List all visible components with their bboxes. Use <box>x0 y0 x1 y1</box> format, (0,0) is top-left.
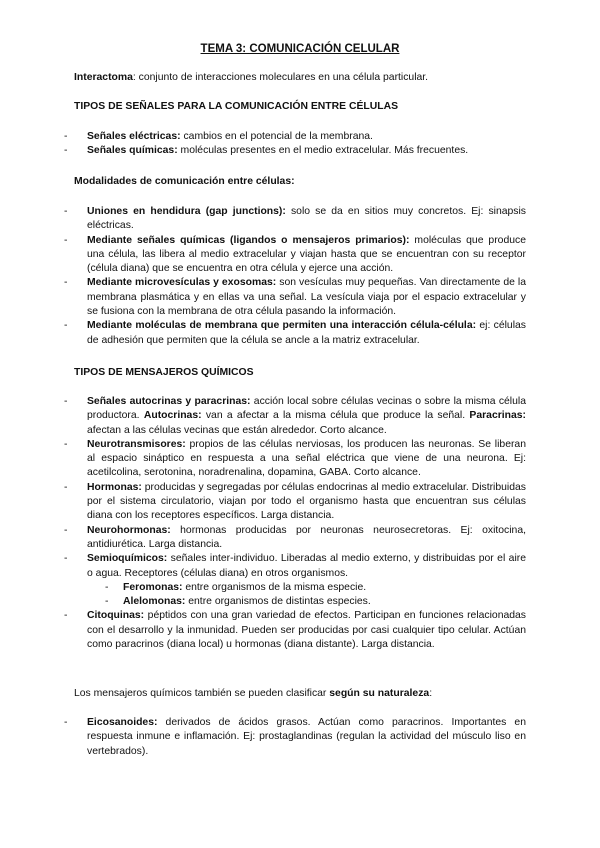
list-item <box>87 481 526 524</box>
chemical-messengers-list <box>0 395 600 652</box>
item-term: Uniones en hendidura (gap junctions): <box>87 206 286 217</box>
list-item <box>87 395 526 438</box>
list-item <box>87 234 526 277</box>
item-text: van a afectar a la misma célula que produce la señal. <box>201 410 470 422</box>
sub-list-item <box>123 581 526 595</box>
item-text: son vesículas muy pequeñas. Van directamente de la membrana plasmática y en ellas va una señal. La vesícula viaja por el espacio extracelular y se fusiona con la membrana de otra célula pasando la información. <box>87 277 526 318</box>
item-text: producidas y segregadas por células endocrinas al medio extracelular. Distribuidas por el sistema circulatorio, viajan por todo el organismo hasta que encuentran sus células diana con los receptores específicos. Larga distancia. <box>87 481 526 522</box>
list-item <box>87 524 526 553</box>
list-item <box>87 438 526 481</box>
item-term: Neurohormonas: <box>87 524 171 536</box>
sub-list-item <box>123 595 526 609</box>
item-term: Semioquímicos: <box>87 553 168 565</box>
interactoma-text: : conjunto de interacciones moleculares en una célula particular. <box>132 72 429 83</box>
list-item <box>87 144 526 158</box>
list-item <box>87 205 526 234</box>
item-term: Mediante microvesículas y exosomas: <box>87 277 277 289</box>
list-item <box>87 716 526 759</box>
naturaleza-text: Los mensajeros químicos también se pueden clasificar <box>74 688 330 699</box>
item-text: solo se da en sitios muy concretos. Ej: sinapsis eléctricas. <box>87 206 526 232</box>
item-text: propios de las células nerviosas, los producen las neuronas. Se liberan al espacio sináptico en respuesta a una señal eléctrica que viene de una neurona. Ej: acetilcolina, serotonina, noradrenalina, dopamina, GABA. Corto alcance. <box>87 438 526 479</box>
list-item <box>87 319 526 348</box>
item-term: Hormonas: <box>87 481 142 493</box>
item-term: Señales autocrinas y paracrinas: <box>87 396 251 407</box>
semioquimicos-sublist <box>87 581 526 610</box>
item-term: Mediante señales químicas (ligandos o mensajeros primarios): <box>87 234 410 246</box>
naturaleza-term: según su naturaleza <box>329 688 430 699</box>
item-text: acción local sobre células vecinas o sobre la misma célula productora. <box>87 396 526 422</box>
item-term: Alelomonas: <box>123 596 186 608</box>
modalities-list <box>0 205 600 348</box>
item-text: cambios en el potencial de la membrana. <box>180 131 373 142</box>
section-heading-modalities: Modalidades de comunicación entre células: <box>74 176 295 187</box>
item-text: moléculas presentes en el medio extracelular. Más frecuentes. <box>177 145 469 157</box>
item-text: moléculas que produce una célula, las libera al medio extracelular y viajan hasta que se encuentran con su receptor (célula diana) que se encuentra en otra célula y ejerce una acción. <box>87 234 526 275</box>
list-item <box>87 130 526 144</box>
section-heading-chemical-messengers: TIPOS DE MENSAJEROS QUÍMICOS <box>74 367 254 378</box>
item-term: Paracrinas: <box>469 410 527 422</box>
page-title: TEMA 3: COMUNICACIÓN CELULAR <box>200 43 400 55</box>
item-term: Neurotransmisores: <box>87 438 186 450</box>
item-term: Feromonas: <box>123 581 183 593</box>
list-item <box>87 276 526 319</box>
section-heading-signal-types: TIPOS DE SEÑALES PARA LA COMUNICACIÓN ENTRE CÉLULAS <box>74 101 399 112</box>
item-text: hormonas producidas por neuronas neurosecretoras. Ej: oxitocina, antidiurética. Larga distancia. <box>87 524 526 550</box>
interactoma-term: Interactoma <box>74 72 133 83</box>
list-item <box>87 609 526 652</box>
item-term: Eicosanoides: <box>87 717 158 728</box>
naturaleza-end: : <box>429 688 433 699</box>
naturaleza-paragraph <box>74 687 526 701</box>
list-item <box>87 552 526 609</box>
item-text: entre organismos de distintas especies. <box>185 596 371 608</box>
item-text: ej: células de adhesión que permiten que la célula se ancle a la matriz extracelular. <box>87 320 526 346</box>
item-term: Citoquinas: <box>87 610 145 622</box>
item-text: afectan a las células vecinas que están alrededor. Corto alcance. <box>87 424 387 436</box>
item-term: Señales químicas: <box>87 145 178 157</box>
item-text: derivados de ácidos grasos. Actúan como paracrinos. Importantes en respuesta inmune e inflamación. Ej: prostaglandinas (regulan la actividad del músculo liso en vertebrados). <box>87 717 526 757</box>
item-term: Autocrinas: <box>143 410 202 422</box>
nature-list <box>0 716 600 759</box>
item-term: Señales eléctricas: <box>87 131 181 142</box>
interactoma-definition <box>74 71 526 85</box>
item-term: Mediante moléculas de membrana que permiten una interacción célula-célula: <box>87 320 477 332</box>
item-text: entre organismos de la misma especie. <box>182 581 367 593</box>
item-text: señales inter-individuo. Liberadas al medio externo, y distribuidas por el aire o agua. Receptores (células diana) en otros organismos. <box>87 553 526 579</box>
item-text: péptidos con una gran variedad de efectos. Participan en funciones relacionadas con el desarrollo y la inmunidad. Pueden ser producidas por casi cualquier tipo celular. Actúan como paracrinos (diana local) u hormonas (diana distante). Larga distancia. <box>87 610 526 651</box>
signal-types-list <box>0 130 600 159</box>
